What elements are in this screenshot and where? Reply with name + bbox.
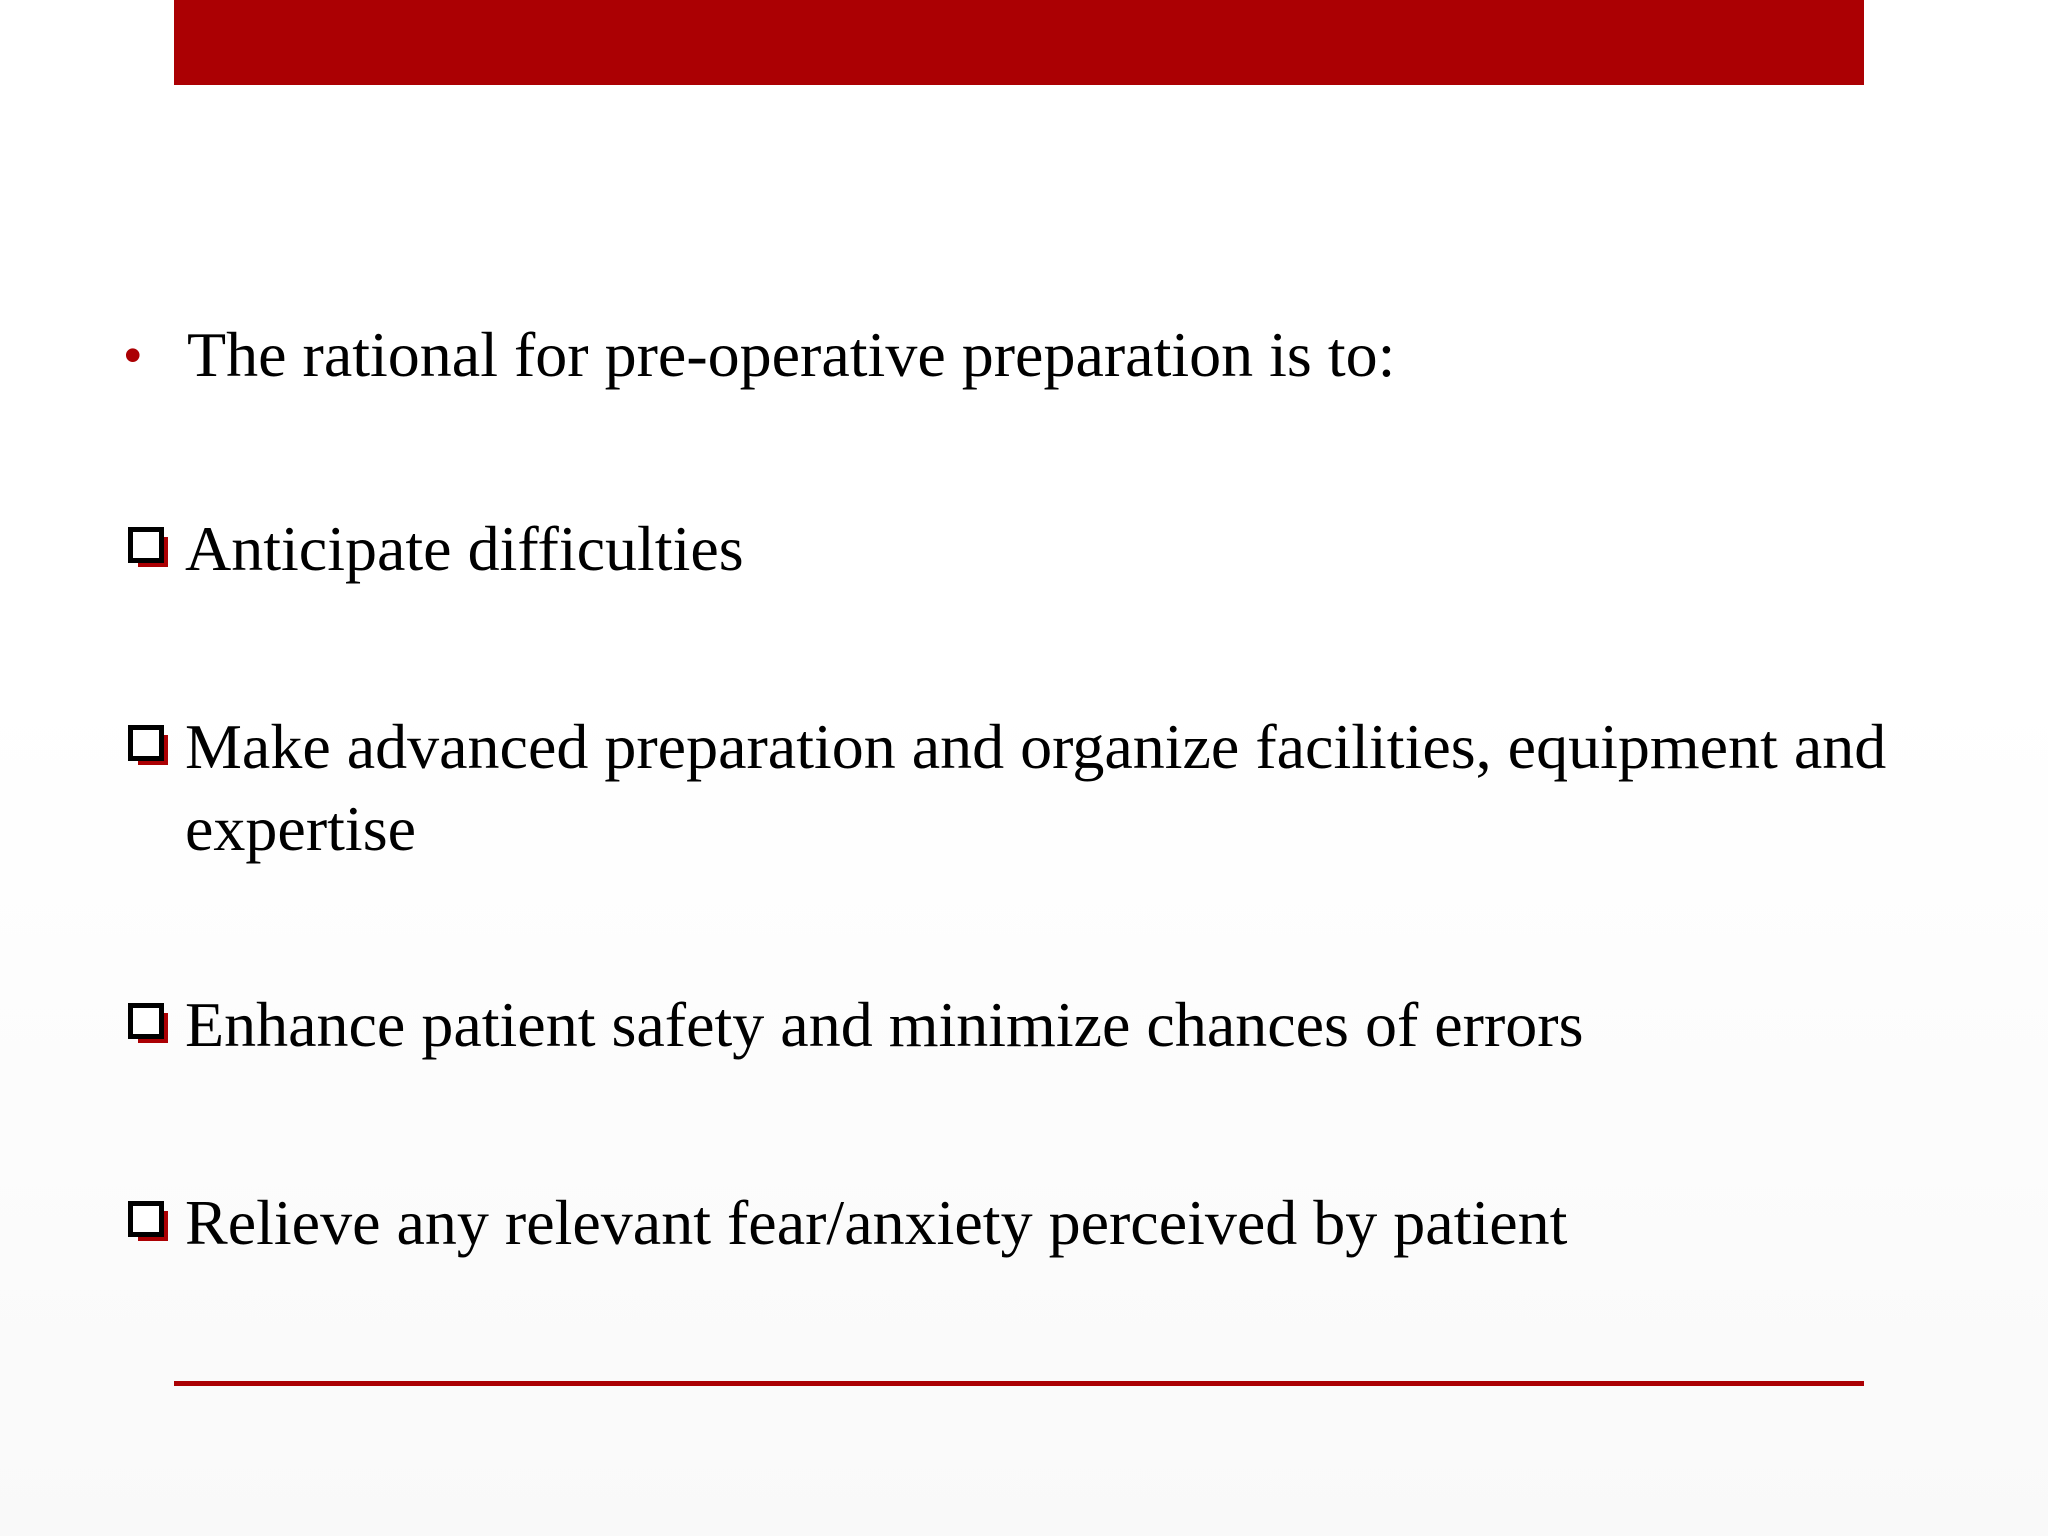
checkbox-icon	[128, 1201, 170, 1243]
checkbox-icon	[128, 1003, 170, 1045]
list-item	[128, 1182, 1888, 1264]
list-item-text: Relieve any relevant fear/anxiety perceived by patient	[185, 1187, 1568, 1258]
intro-text: The rational for pre-operative preparation is to:	[187, 319, 1396, 390]
list-item-text: Make advanced preparation and organize facilities, equipment and expertise	[185, 711, 1887, 864]
checkbox-icon	[128, 725, 170, 767]
bullet-dot: •	[124, 327, 142, 383]
list-item-text: Anticipate difficulties	[185, 513, 744, 584]
list-item	[128, 706, 1888, 870]
bottom-divider-line	[174, 1381, 1864, 1386]
checkbox-icon	[128, 527, 170, 569]
list-item	[128, 984, 1888, 1066]
list-item-text: Enhance patient safety and minimize chances of errors	[185, 989, 1584, 1060]
list-item	[128, 508, 1888, 590]
